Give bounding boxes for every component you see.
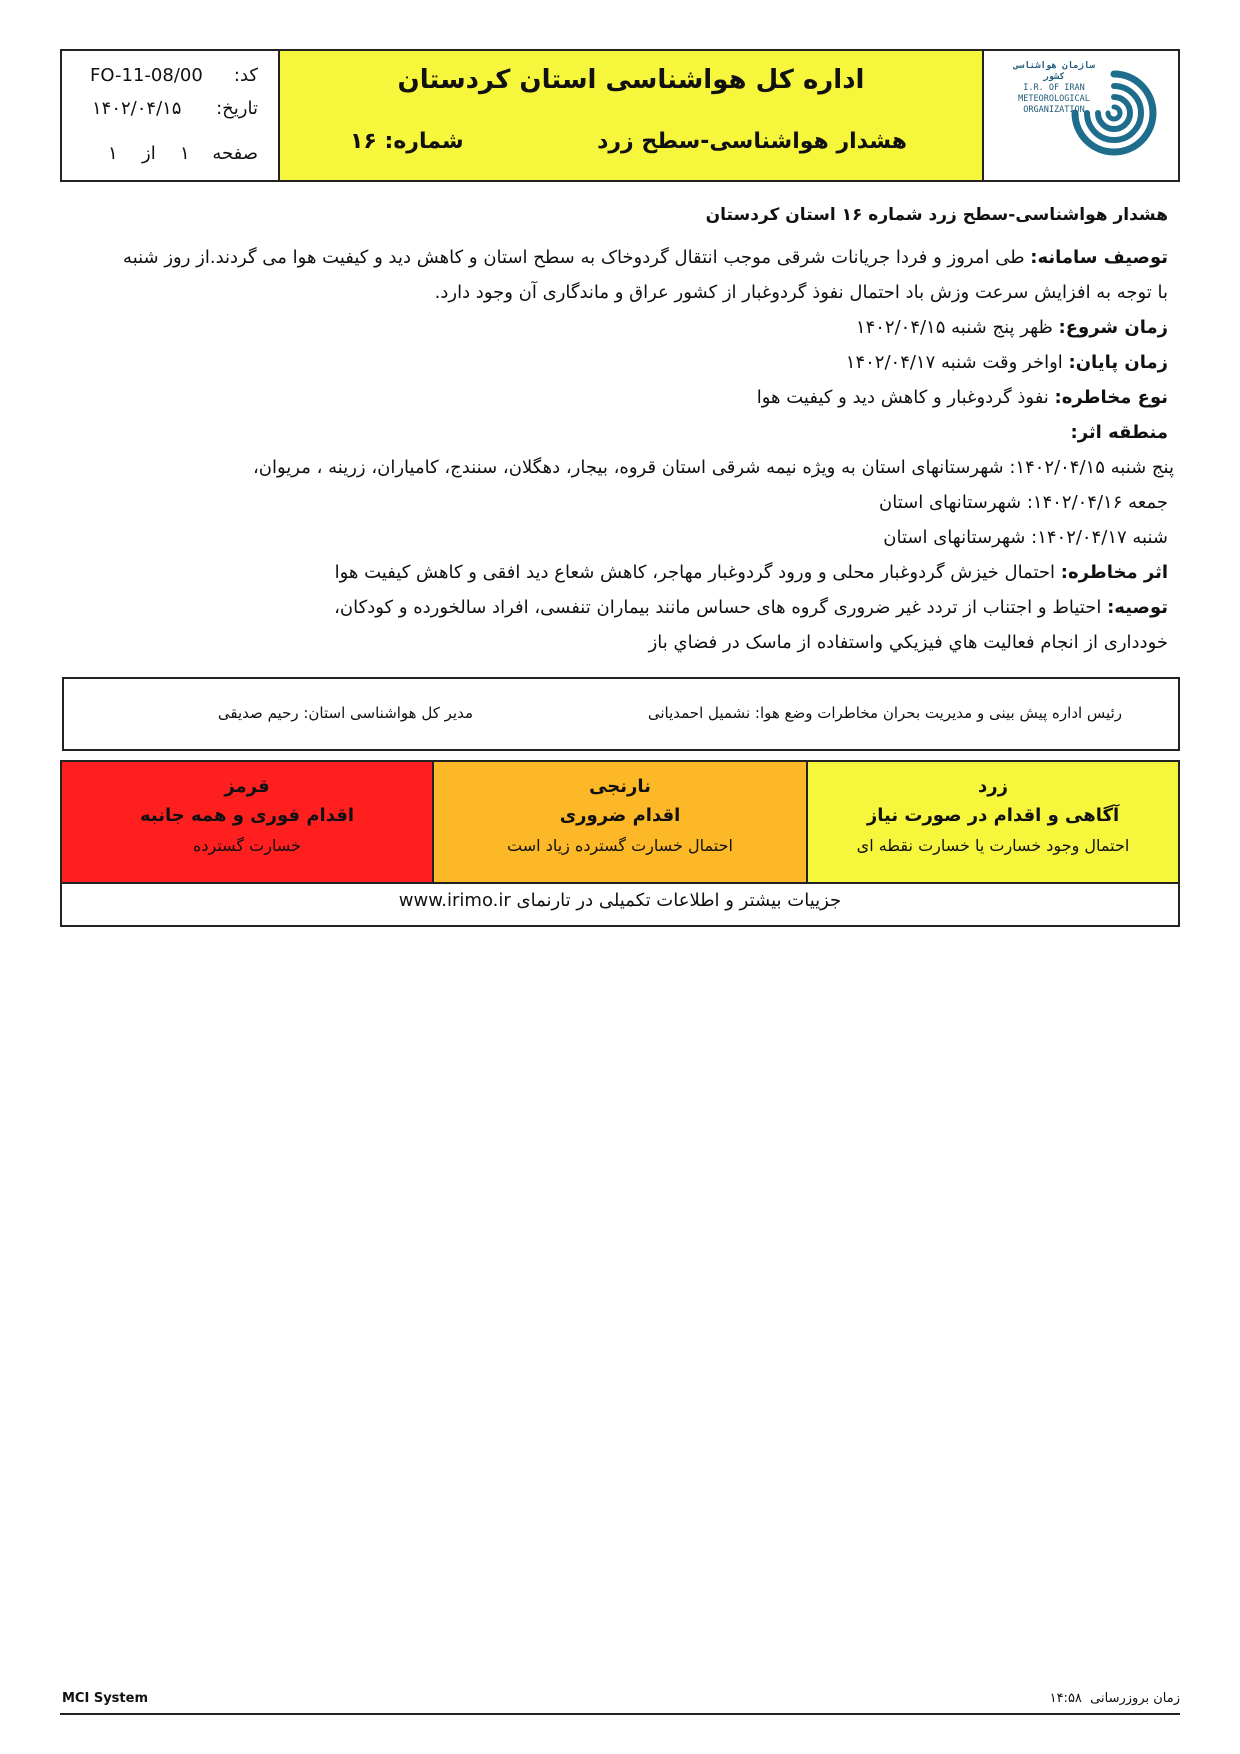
update-label: زمان بروزرسانی xyxy=(1090,1691,1180,1706)
impact-area-heading xyxy=(66,421,1168,445)
area-friday: جمعه ۱۴۰۲/۰۴/۱۶: شهرستانهای استان xyxy=(879,492,1168,513)
system-label: توصیف سامانه: xyxy=(1030,247,1168,268)
system-text-1: طی امروز و فردا جریانات شرقی موجب انتقال گردوخاک به سطح استان و کاهش دید و کیفیت هوا می گردند.از روز شنبه xyxy=(123,247,1031,268)
logo-cell xyxy=(984,51,1180,180)
effect-value: احتمال خیزش گردوغبار محلی و ورود گردوغبار مهاجر، کاهش شعاع دید افقی و کاهش کیفیت هوا xyxy=(334,562,1061,583)
warning-number: شماره: ۱۶ xyxy=(350,129,464,154)
header-title-cell xyxy=(280,51,984,180)
level-red-cell xyxy=(62,762,434,882)
forecast-head-signature: رئیس اداره پیش بینی و مدیریت بحران مخاطرات وضع هوا: نشمیل احمدیانی xyxy=(647,704,1122,722)
level-red-name: قرمز xyxy=(224,776,270,797)
area-saturday: شنبه ۱۴۰۲/۰۴/۱۷: شهرستانهای استان xyxy=(883,527,1168,548)
advice-line-2 xyxy=(66,631,1168,655)
document-heading: هشدار هواشناسی-سطح زرد شماره ۱۶ استان کردستان xyxy=(705,205,1168,225)
system-text-2: با توجه به افزایش سرعت وزش باد احتمال نفوذ گردوغبار از کشور عراق و ماندگاری آن وجود دارد. xyxy=(434,282,1168,303)
levels-divider xyxy=(62,882,1178,884)
update-time xyxy=(1050,1691,1180,1706)
advice-label: توصیه: xyxy=(1107,597,1168,618)
level-yellow-description: احتمال وجود خسارت یا خسارت نقطه ای xyxy=(856,836,1130,855)
effect-label: اثر مخاطره: xyxy=(1060,562,1168,583)
level-orange-description: احتمال خسارت گسترده زیاد است xyxy=(507,836,733,855)
header-table xyxy=(60,49,1180,182)
start-value: ظهر پنج شنبه ۱۴۰۲/۰۴/۱۵ xyxy=(855,317,1059,338)
area-thursday: پنج شنبه ۱۴۰۲/۰۴/۱۵: شهرستانهای استان به ویژه نیمه شرقی استان قروه، بیجار، دهگلان، سنندج، کامیاران، زرینه ، مریوان، xyxy=(252,457,1174,478)
level-orange-name: نارنجی xyxy=(589,776,651,797)
warning-level-title: هشدار هواشناسی-سطح زرد xyxy=(597,129,907,154)
warning-levels-table xyxy=(60,760,1180,927)
end-label: زمان پایان: xyxy=(1068,352,1168,373)
hazard-label: نوع مخاطره: xyxy=(1054,387,1168,408)
update-time-value: ۱۴:۵۸ xyxy=(1049,1691,1082,1706)
advice-line-1 xyxy=(66,596,1168,620)
advice-text-1: احتیاط و اجتناب از تردد غیر ضروری گروه های حساس مانند بیماران تنفسی، افراد سالخورده و کودکان، xyxy=(334,597,1108,618)
code-label: کد: xyxy=(233,65,258,86)
page-title: اداره کل هواشناسی استان کردستان xyxy=(397,65,865,95)
system-description-line-1 xyxy=(66,246,1168,270)
director-signature: مدیر کل هواشناسی استان: رحیم صدیقی xyxy=(217,704,473,722)
signature-box xyxy=(62,677,1180,751)
page-current: ۱ xyxy=(180,143,190,164)
impact-area-line-1 xyxy=(66,456,1174,480)
start-label: زمان شروع: xyxy=(1058,317,1168,338)
footer-divider xyxy=(60,1713,1180,1715)
end-value: اواخر وقت شنبه ۱۴۰۲/۰۴/۱۷ xyxy=(845,352,1069,373)
page-total: ۱ xyxy=(108,143,118,164)
date-label: تاریخ: xyxy=(216,98,258,119)
header-meta-cell xyxy=(62,51,280,180)
start-time-line xyxy=(66,316,1168,340)
date-value: ۱۴۰۲/۰۴/۱۵ xyxy=(92,98,182,119)
level-orange-action: اقدام ضروری xyxy=(559,805,681,826)
impact-area-line-3 xyxy=(66,526,1168,550)
logo-text-en-1: I.R. OF IRAN xyxy=(1023,83,1085,93)
code-value: FO-11-08/00 xyxy=(90,65,203,86)
advice-text-2: خودداری از انجام فعالیت هاي فیزیکي واستفاده از ماسک در فضاي باز xyxy=(648,632,1168,653)
system-name: MCI System xyxy=(62,1691,148,1706)
logo-text-en-2: METEOROLOGICAL xyxy=(1018,94,1090,104)
level-red-description: خسارت گسترده xyxy=(193,836,301,855)
hazard-effect-line xyxy=(66,561,1168,585)
impact-area-line-2 xyxy=(66,491,1168,515)
page-label: صفحه xyxy=(212,143,258,164)
level-yellow-action: آگاهی و اقدام در صورت نیاز xyxy=(866,805,1120,826)
level-orange-cell xyxy=(434,762,808,882)
level-red-action: اقدام فوری و همه جانبه xyxy=(139,805,355,826)
level-yellow-name: زرد xyxy=(978,776,1008,797)
area-label: منطقه اثر: xyxy=(1070,422,1168,443)
logo-text-en-3: ORGANIZATION xyxy=(1023,105,1085,115)
logo-text-fa: سازمان هواشناسی کشور xyxy=(1013,61,1095,82)
end-time-line xyxy=(66,351,1168,375)
more-info-link[interactable]: جزییات بیشتر و اطلاعات تکمیلی در تارنمای www.irimo.ir xyxy=(398,890,842,911)
system-description-line-2 xyxy=(66,281,1168,305)
hazard-value: نفوذ گردوغبار و کاهش دید و کیفیت هوا xyxy=(756,387,1055,408)
spiral-logo-icon xyxy=(1064,63,1164,163)
page-of: از xyxy=(142,143,156,164)
level-yellow-cell xyxy=(808,762,1178,882)
hazard-type-line xyxy=(66,386,1168,410)
